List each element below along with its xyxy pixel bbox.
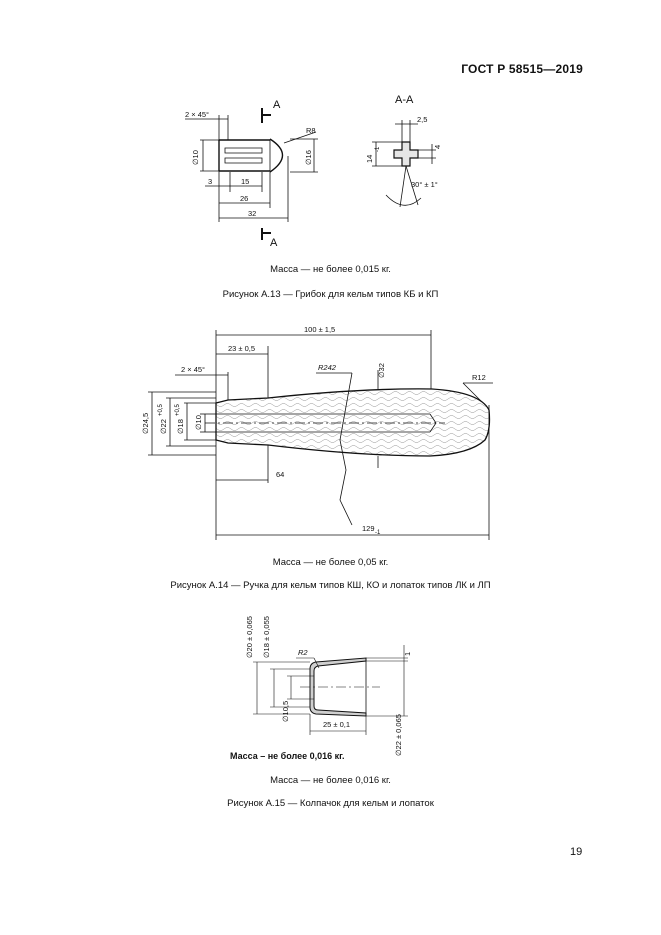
fig15-d20-label: ∅20 ± 0,065	[245, 616, 254, 658]
fig14-d245-label: ∅24,5	[141, 412, 150, 434]
fig14-d18-label: ∅18	[176, 419, 185, 434]
fig13-w25-label: 2,5	[417, 115, 428, 124]
fig14-d18-tol: +0,5	[175, 404, 181, 416]
fig15-r2-label: R2	[298, 648, 308, 657]
fig13-l32-label: 32	[248, 209, 257, 218]
fig15-mass-bold: Масса – не более 0,016 кг.	[230, 751, 345, 761]
fig14-r12-label: R12	[472, 373, 486, 382]
fig14-chamfer-label: 2 × 45°	[181, 365, 206, 374]
fig14-l129-label: 129	[362, 524, 375, 533]
fig15-caption: Рисунок А.15 — Колпачок для кельм и лопаток	[227, 798, 434, 809]
fig15-d18-label: ∅18 ± 0,055	[262, 616, 271, 658]
fig13-l26-label: 26	[240, 194, 249, 203]
fig13-l15-label: 15	[241, 177, 250, 186]
fig13-caption: Рисунок А.13 — Грибок для кельм типов КБ и КП	[222, 289, 439, 300]
fig13-h14-tol: -1	[375, 146, 381, 152]
fig14-l23-label: 23 ± 0,5	[228, 344, 256, 353]
fig13-h4-label: 4	[433, 144, 442, 149]
fig14-r242-label: R242	[318, 363, 336, 372]
fig15-l25-label: 25 ± 0,1	[323, 720, 351, 729]
fig15-d22-label: ∅22 ± 0,065	[394, 714, 403, 756]
fig13-radius-label: R8	[306, 126, 316, 135]
fig13-l3-label: 3	[208, 177, 213, 186]
fig15-one-label: 1	[403, 651, 412, 656]
fig14-caption: Рисунок А.14 — Ручка для кельм типов КШ, КО и лопаток типов ЛК и ЛП	[170, 580, 491, 591]
fig15-d105-label: ∅10,5	[281, 700, 290, 722]
standard-header: ГОСТ Р 58515—2019	[461, 62, 583, 76]
fig13-section-mark-bottom: A	[270, 237, 278, 249]
fig14-l100-label: 100 ± 1,5	[304, 325, 336, 334]
fig13-d16-label: ∅16	[304, 150, 313, 165]
fig13-angle-label: 30° ± 1°	[411, 180, 438, 189]
fig13-d10-label: ∅10	[191, 150, 200, 165]
fig13-mass: Масса — не более 0,015 кг.	[270, 264, 391, 275]
fig13-chamfer-label: 2 × 45°	[185, 110, 210, 119]
fig14-mass: Масса — не более 0,05 кг.	[272, 557, 389, 568]
fig14-l129-tol: -1	[375, 530, 381, 536]
fig15-mass: Масса — не более 0,016 кг.	[270, 775, 391, 786]
fig13-h14-label: 14	[365, 154, 374, 163]
fig14-l64-label: 64	[276, 470, 285, 479]
page-number: 19	[570, 846, 583, 858]
fig13-section-mark-top: A	[273, 99, 281, 111]
fig14-d22-label: ∅22	[159, 419, 168, 434]
fig14-d32-label: ∅32	[377, 363, 386, 378]
fig14-d10-label: ∅10	[194, 415, 203, 430]
fig13-section-title: А-А	[395, 94, 414, 106]
fig14-d22-tol: +0,5	[158, 404, 164, 416]
